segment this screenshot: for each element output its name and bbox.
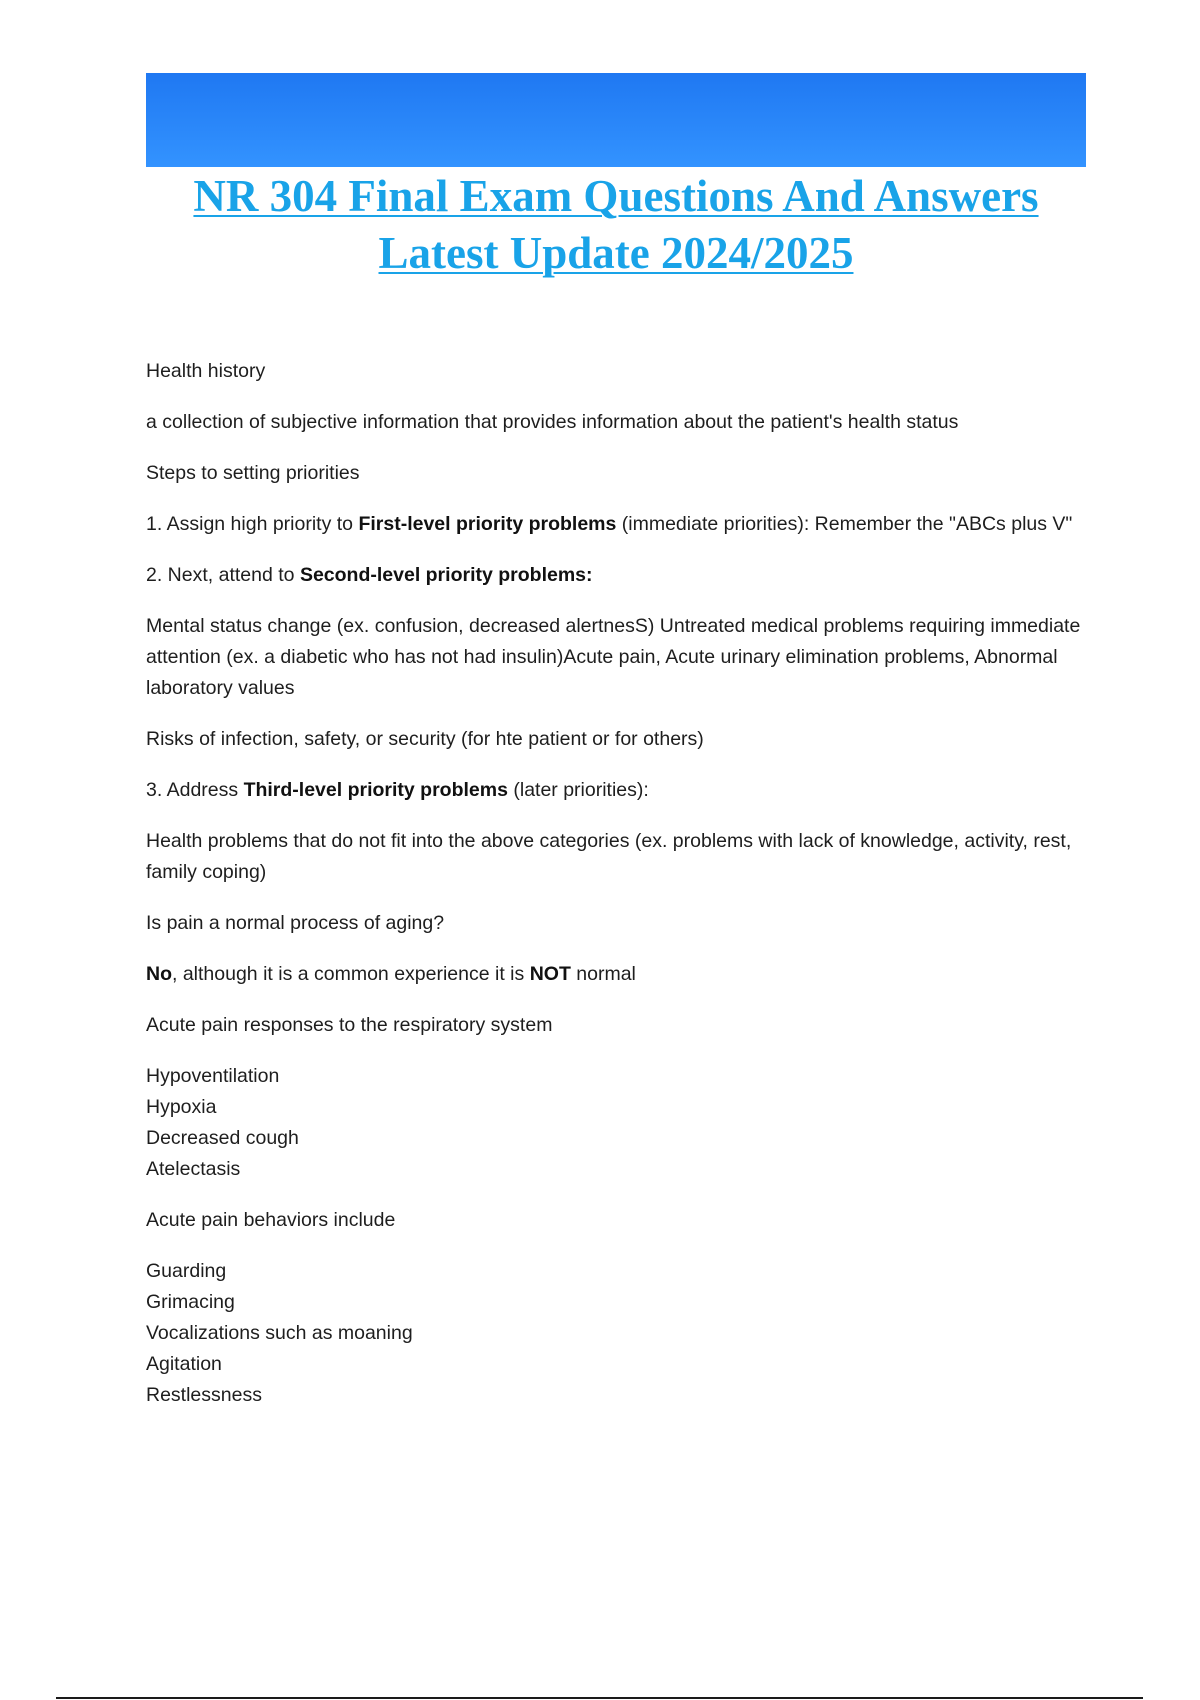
step-2-detail: Mental status change (ex. confusion, decreased alertnesS) Untreated medical problems requiring immediate attention (ex. a diabetic who has not had insulin)Acute pain, Acute urinary elimination problems, Abnormal laboratory values [146,615,1081,699]
title-line-2: Latest Update 2024/2025 [378,228,854,278]
health-history-term: Health history [146,360,266,382]
priority-step-3 [146,775,1086,806]
list-item: Guarding [146,1260,227,1282]
behaviors-question: Acute pain behaviors include [146,1209,396,1231]
respiratory-list [146,1061,1086,1185]
document-body [146,356,1086,1431]
list-item: Hypoventilation [146,1065,280,1087]
list-item: Hypoxia [146,1096,217,1118]
pain-aging-question: Is pain a normal process of aging? [146,912,445,934]
answer-mid: , although it is a common experience it is [172,963,530,985]
step-1-suffix: (immediate priorities): Remember the "ABCs plus V" [616,513,1073,535]
answer-no: No [146,963,172,985]
header-banner [146,73,1086,167]
step-3-prefix: 3. Address [146,779,244,801]
behaviors-list [146,1256,1086,1411]
step-3-bold: Third-level priority problems [243,779,508,801]
list-item: Grimacing [146,1291,235,1313]
step-2-bold: Second-level priority problems: [299,564,593,586]
document-title [146,168,1086,282]
list-item: Agitation [146,1353,222,1375]
step-3-detail: Health problems that do not fit into the above categories (ex. problems with lack of knowledge, activity, rest, family coping) [146,830,1072,883]
step-1-bold: First-level priority problems [358,513,617,535]
answer-not: NOT [529,963,571,985]
respiratory-question: Acute pain responses to the respiratory system [146,1014,553,1036]
list-item: Restlessness [146,1384,262,1406]
step-2-risks: Risks of infection, safety, or security (for hte patient or for others) [146,728,704,750]
step-3-suffix: (later priorities): [507,779,649,801]
title-line-1: NR 304 Final Exam Questions And Answers [193,171,1039,221]
health-history-definition: a collection of subjective information that provides information about the patient's health status [146,411,959,433]
priority-step-2 [146,560,1086,591]
list-item: Atelectasis [146,1158,241,1180]
footer-divider [56,1697,1143,1699]
step-2-prefix: 2. Next, attend to [146,564,300,586]
answer-end: normal [570,963,636,985]
step-1-prefix: 1. Assign high priority to [146,513,359,535]
list-item: Vocalizations such as moaning [146,1322,413,1344]
list-item: Decreased cough [146,1127,299,1149]
priorities-heading: Steps to setting priorities [146,462,360,484]
priority-step-1 [146,509,1086,540]
pain-aging-answer [146,959,1086,990]
